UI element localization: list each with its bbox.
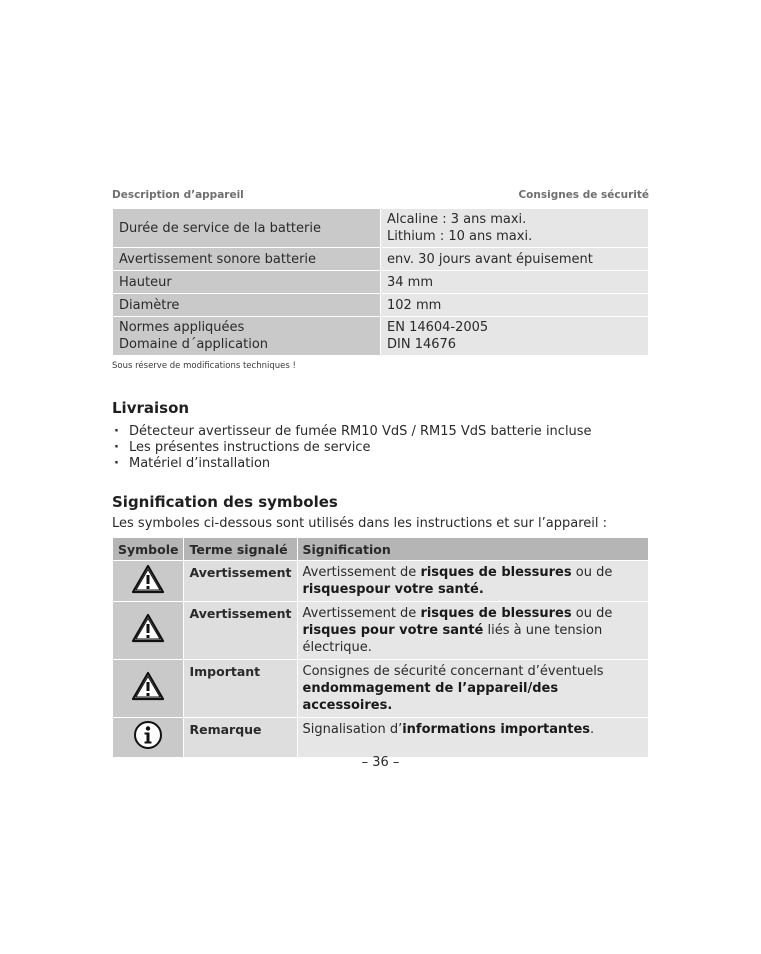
spec-label bbox=[113, 317, 381, 356]
symbols-heading: Signification des symboles bbox=[112, 493, 338, 511]
warning-triangle-icon bbox=[113, 561, 184, 602]
delivery-heading: Livraison bbox=[112, 399, 190, 417]
spec-value bbox=[381, 209, 649, 248]
spec-row bbox=[113, 317, 649, 356]
warning-triangle-icon bbox=[113, 602, 184, 660]
spec-value bbox=[381, 317, 649, 356]
spec-value: 34 mm bbox=[381, 271, 649, 294]
table-row bbox=[113, 602, 649, 660]
spec-row bbox=[113, 209, 649, 248]
spec-value-line: Lithium : 10 ans maxi. bbox=[387, 229, 533, 244]
specifications-table bbox=[112, 208, 649, 356]
meaning-text: Signalisation d’ bbox=[302, 722, 403, 737]
delivery-list bbox=[112, 424, 592, 472]
spec-row bbox=[113, 294, 649, 317]
header-right: Consignes de sécurité bbox=[518, 189, 649, 201]
meaning-cell bbox=[297, 602, 649, 660]
spec-label: Avertissement sonore batterie bbox=[113, 248, 381, 271]
term-cell: Remarque bbox=[184, 718, 297, 758]
spec-label: Durée de service de la batterie bbox=[113, 209, 381, 248]
meaning-bold: risques de blessures bbox=[420, 606, 572, 621]
spec-value: 102 mm bbox=[381, 294, 649, 317]
spec-label-line: Normes appliquées bbox=[119, 320, 245, 335]
list-item: · Détecteur avertisseur de fumée RM10 VdS / RM15 VdS batterie incluse bbox=[112, 424, 592, 440]
meaning-text: ou de bbox=[571, 606, 613, 621]
table-row bbox=[113, 660, 649, 718]
term-cell: Avertissement bbox=[184, 602, 297, 660]
symbols-intro: Les symboles ci-dessous sont utilisés dans les instructions et sur l’appareil : bbox=[112, 516, 607, 531]
header-left: Description d’appareil bbox=[112, 189, 244, 201]
spec-row bbox=[113, 271, 649, 294]
table-row bbox=[113, 718, 649, 758]
warning-triangle-icon bbox=[113, 660, 184, 718]
spec-label: Diamètre bbox=[113, 294, 381, 317]
symbols-table bbox=[112, 537, 649, 758]
meaning-bold: endommagement de l’appareil/des accessoires. bbox=[302, 681, 559, 713]
column-header-meaning: Signification bbox=[297, 538, 649, 561]
meaning-bold: informations importantes bbox=[402, 722, 591, 737]
spec-value-line: DIN 14676 bbox=[387, 337, 457, 352]
spec-value-line: EN 14604-2005 bbox=[387, 320, 489, 335]
meaning-bold: risques de blessures bbox=[420, 565, 572, 580]
meaning-text: Avertissement de bbox=[302, 565, 421, 580]
spec-label-line: Domaine d´application bbox=[119, 337, 269, 352]
meaning-text: Consignes de sécurité concernant d’éventuels bbox=[302, 664, 604, 679]
term-cell: Important bbox=[184, 660, 297, 718]
meaning-text: . bbox=[590, 722, 595, 737]
meaning-cell bbox=[297, 660, 649, 718]
page-number: – 36 – bbox=[361, 755, 400, 770]
meaning-text: liés à une tension électrique. bbox=[302, 623, 603, 655]
table-header-row bbox=[113, 538, 649, 561]
meaning-text: ou de bbox=[571, 565, 613, 580]
table-row bbox=[113, 561, 649, 602]
spec-label: Hauteur bbox=[113, 271, 381, 294]
technical-note: Sous réserve de modifications techniques ! bbox=[112, 361, 296, 371]
meaning-cell bbox=[297, 561, 649, 602]
column-header-symbol: Symbole bbox=[113, 538, 184, 561]
meaning-text: Avertissement de bbox=[302, 606, 421, 621]
spec-value-line: Alcaline : 3 ans maxi. bbox=[387, 212, 527, 227]
list-item: · Les présentes instructions de service bbox=[112, 440, 592, 456]
column-header-term: Terme signalé bbox=[184, 538, 297, 561]
meaning-cell bbox=[297, 718, 649, 758]
info-circle-icon bbox=[113, 718, 184, 758]
spec-row bbox=[113, 248, 649, 271]
spec-value: env. 30 jours avant épuisement bbox=[381, 248, 649, 271]
running-header bbox=[112, 189, 649, 201]
term-cell: Avertissement bbox=[184, 561, 297, 602]
meaning-bold: risquespour votre santé. bbox=[302, 582, 484, 597]
list-item: · Matériel d’installation bbox=[112, 456, 592, 472]
meaning-bold: risques pour votre santé bbox=[302, 623, 484, 638]
